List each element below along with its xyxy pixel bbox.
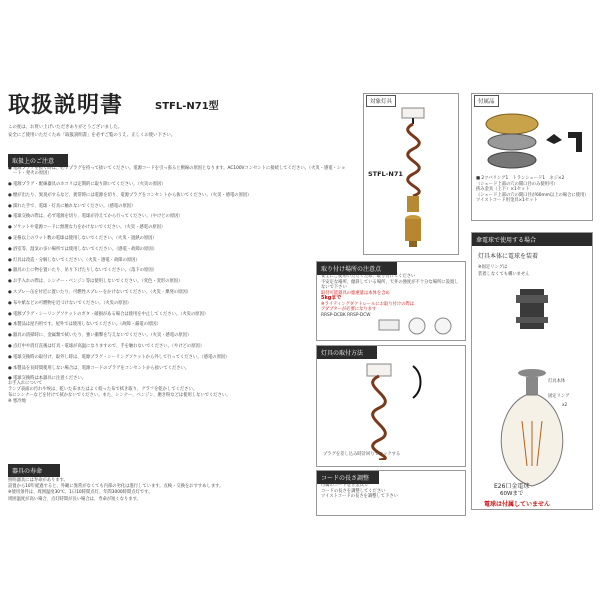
caution-item: ● 器具の清掃時に、金属類で拭いたり、強い衝撃を与えないでください。（火災・感電の原因） bbox=[8, 333, 192, 339]
watt-label: 60Wまで bbox=[500, 491, 524, 497]
caution-item: ● 布や紙などの可燃物を近づけないでください。（火災の原因） bbox=[8, 300, 132, 306]
page-title: 取扱説明書 bbox=[8, 93, 124, 118]
adapter-models: RRSP-DCBK RRSP-DCW bbox=[321, 312, 371, 318]
install-place-panel bbox=[316, 261, 466, 341]
cord-text bbox=[321, 483, 398, 500]
caution-heading: 取扱上のご注意 bbox=[8, 154, 68, 167]
caution-item: ● お手入れの際は、シンナー・ベンジン等は使用しないでください。（変色・変形の原因） bbox=[8, 279, 183, 285]
install-line: 不安定な場所、傾斜している場所、天井の強度が不十分な場所に設置しないで下さい bbox=[321, 279, 459, 290]
caution-item: ● 電源プラグを抜く時は、必ずプラグを持って抜いてください。電源コードを引っ張ると断線の原因となります。AC100Vコンセントに接続してください。（火災・感電・ショート・発火の原因） bbox=[8, 166, 346, 177]
bulb-warning: 電球は付属していません bbox=[484, 501, 551, 508]
caution-item: ● 電球交換時の取付け、取外し時は、電源プラグ・シーリングソケットから外して行ってください。（感電の原因） bbox=[8, 354, 230, 360]
install-method-heading: 灯具の取付方法 bbox=[317, 346, 377, 359]
bulb-illustration bbox=[472, 281, 592, 491]
caution-item: ● 電球交換時は本器具に注意ください。 bbox=[8, 376, 87, 382]
care-line: ※ 寒冷地 bbox=[8, 399, 26, 404]
intro-line: 安全にご使用いただくため「取扱説明書」を必ずご覧のうえ、正しくお使い下さい。 bbox=[8, 132, 176, 138]
caution-item: ● 点灯中や消灯直後は灯具・電球が高温になりますので、手を触れないでください。（やけどの原因） bbox=[8, 343, 205, 349]
caution-item: ● 煙が出たり、異臭がするなど、異常時には電源を切り、電源プラグをコンセントから抜いてください。（火災・感電の原因） bbox=[8, 192, 252, 198]
caution-item: ● 灯具は改造・分解しないでください。（火災・感電・故障の原因） bbox=[8, 257, 140, 263]
weight-limit: 5kgまで bbox=[321, 295, 342, 301]
life-line: 照明器具には寿命があります。 bbox=[8, 478, 68, 483]
accessories-heading: 付属品 bbox=[474, 95, 499, 107]
accessory-line: ツイストコード用金具×1セット bbox=[476, 198, 538, 203]
cord-panel bbox=[316, 470, 466, 516]
caution-item: ● 浴室等、湿気の多い場所では使用しないでください。（感電・故障の原因） bbox=[8, 246, 157, 252]
cord-line: コードの長さを調整してください bbox=[321, 488, 386, 494]
model-number: STFL-N71型 bbox=[155, 101, 219, 112]
life-text bbox=[8, 478, 308, 503]
install-method-caption: プラグを差し込み時計回りでロックする bbox=[323, 452, 401, 457]
socket-label: E26口金電球 bbox=[494, 483, 530, 490]
caution-item: ● 電源プラグ・シーリングソケットのガタ・破損がある場合は使用を中止してください。（火災の原因） bbox=[8, 311, 209, 317]
caution-item: ● 定格以上のワット数の電球は使用しないでください。（火災・過熱の原因） bbox=[8, 235, 157, 241]
install-line: ※ライティングダクトレールにお取り付けの際は bbox=[321, 301, 415, 307]
life-line: 設置から10年経過すると、外観に異常がなくても内部の劣化は進行しています。点検・交換をおすすめします。 bbox=[8, 484, 224, 490]
bulb-title: 灯具本体に電球を装着 bbox=[478, 253, 539, 260]
bulb-panel bbox=[471, 232, 593, 510]
target-model-label: STFL-N71 bbox=[368, 170, 403, 178]
intro-text bbox=[8, 124, 348, 139]
caution-item: ● スプレー缶を付近に置いたり、可燃性スプレーをかけないでください。（火災・爆発の原因） bbox=[8, 289, 191, 295]
install-place-text bbox=[321, 274, 461, 318]
install-line: 取付可能器具の総重量は本体を含め bbox=[321, 290, 390, 296]
install-line: アダプターが必要になります bbox=[321, 307, 377, 312]
cord-line: 付属のコード巻き金具で bbox=[321, 483, 369, 488]
care-heading: お手入れについて bbox=[8, 381, 43, 386]
accessories-illustration bbox=[480, 108, 588, 172]
ring-count: x2 bbox=[562, 403, 568, 408]
care-line: 布にシンナーなどを付けて拭かないでください。また、シンナー、ベンジン、磨き粉などは使用しないでください。 bbox=[8, 393, 231, 398]
install-method-illustration bbox=[317, 360, 465, 460]
accessory-line: （シェード上部の穴の開口径のみ使用可） bbox=[476, 181, 558, 187]
ring-label: 固定リング bbox=[548, 394, 570, 399]
life-line: ※使用条件は、周囲温度30℃、1日10時間点灯、年間3000時間点灯です。 bbox=[8, 490, 153, 496]
life-heading: 器具の寿命 bbox=[8, 464, 60, 477]
life-line: 周囲温度が高い場合、点灯時間が長い場合は、寿命が短くなります。 bbox=[8, 496, 141, 502]
caution-item: ● ソケットや電源コードに無理な力をかけないでください。（火災・感電の原因） bbox=[8, 225, 166, 231]
intro-line: この度は、お買い上げいただきありがとうございました。 bbox=[8, 125, 123, 130]
caution-item: ● 本製品を長時間使用しない場合は、電源コードのプラグをコンセントから抜いてください。 bbox=[8, 365, 190, 371]
adapter-illustration bbox=[317, 316, 465, 340]
caution-list bbox=[8, 166, 348, 387]
care-line: ランプ表面の汚れや埃は、乾いた布またはよく絞った布で拭き取り、グラフを乾かしてください。 bbox=[8, 387, 198, 392]
bulb-note2: 装着しなくても構いません bbox=[478, 272, 530, 277]
caution-item: ● 電球交換の際は、必ず電源を切り、電球が冷えてから行ってください。（やけどの原因） bbox=[8, 214, 183, 220]
bulb-note1: ※固定リングは bbox=[478, 265, 508, 270]
pendant-lamp-illustration bbox=[364, 94, 458, 254]
caution-item: ● 電源プラグ・配線器具のホコリは定期的に取り除いてください。（火災の原因） bbox=[8, 182, 166, 187]
target-heading: 対象灯具 bbox=[366, 95, 396, 107]
target-lamp-panel bbox=[363, 93, 459, 255]
accessory-line: ■ 2ツバリング1 トランシェード1 ネジ×2 bbox=[476, 176, 565, 181]
install-line: 安全にご使用いただくため、取り付けてください bbox=[321, 274, 416, 279]
caution-item: ● 本製品は屋内用です。屋外では使用しないでください。（故障・漏電の原因） bbox=[8, 322, 161, 328]
cord-heading: コードの長さ調整 bbox=[317, 471, 379, 484]
install-method-panel bbox=[316, 345, 466, 467]
care-notes bbox=[8, 381, 348, 405]
accessory-line: （シェード上部の穴の開口径が60mm以上の場合に使用） bbox=[476, 192, 589, 198]
body-label: 灯具本体 bbox=[548, 379, 566, 384]
cord-line: ツイストコードの長さを調整して下さい bbox=[321, 494, 398, 499]
caution-item: ● 器具の上に物を置いたり、吊り下げたりしないでください。（落下の原因） bbox=[8, 268, 157, 274]
install-place-heading: 取り付け場所の注意点 bbox=[317, 262, 397, 275]
bulb-heading: 傘電球で使用する場合 bbox=[472, 233, 592, 246]
accessories-panel bbox=[471, 93, 593, 221]
accessory-line: 挟み金具（上下）×1セット bbox=[476, 187, 530, 192]
caution-item: ● 濡れた手で、電球・灯具に触れないでください。（感電の原因） bbox=[8, 203, 136, 209]
accessories-list bbox=[476, 176, 588, 204]
